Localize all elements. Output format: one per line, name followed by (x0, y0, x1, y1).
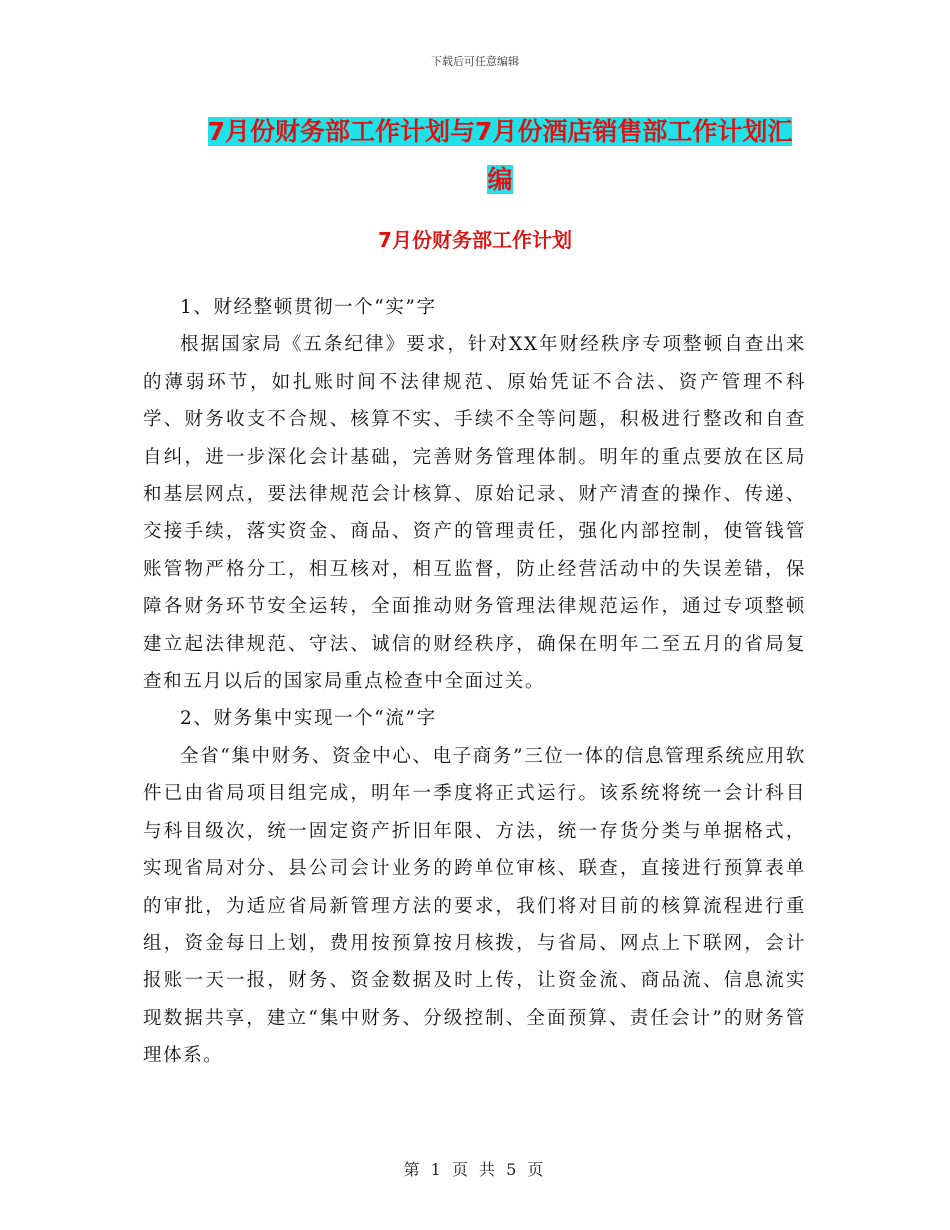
paragraph-heading-2: 2、财务集中实现一个“流”字 (180, 708, 437, 730)
document-title (185, 108, 815, 204)
paragraph-heading-1: 1、财经整顿贯彻一个“实”字 (180, 297, 437, 318)
document-title-line2: 编 (487, 165, 513, 194)
document-body (143, 289, 806, 1075)
page-footer: 第 1 页 共 5 页 (403, 1160, 547, 1179)
paragraph-body-1: 根据国家局《五条纪律》要求，针对XX年财经秩序专项整顿自查出来的薄弱环节，如扎账时间不法律规范、原始凭证不合法、资产管理不科学、财务收支不合规、核算不实、手续不全等问题，积极进行整改和自查自纠，进一步深化会计基础，完善财务管理体制。明年的重点要放在区局和基层网点，要法律规范会计核算、原始记录、财产清查的操作、传递、交接手续，落实资金、商品、资产的管理责任，强化内部控制，使管钱管账管物严格分工，相互核对，相互监督，防止经营活动中的失误差错，保障各财务环节安全运转，全面推动财务管理法律规范运作，通过专项整顿建立起法律规范、守法、诚信的财经秩序，确保在明年二至五月的省局复查和五月以后的国家局重点检查中全面过关。 (143, 334, 806, 693)
document-title-line1: 7月份财务部工作计划与7月份酒店销售部工作计划汇 (207, 117, 793, 146)
paragraph-body-2: 全省“集中财务、资金中心、电子商务”三位一体的信息管理系统应用软件已由省局项目组完成，明年一季度将正式运行。该系统将统一会计科目与科目级次，统一固定资产折旧年限、方法，统一存货分类与单据格式，实现省局对分、县公司会计业务的跨单位审核、联查，直接进行预算表单的审批，为适应省局新管理方法的要求，我们将对目前的核算流程进行重组，资金每日上划，费用按预算按月核拨，与省局、网点上下联网，会计报账一天一报，财务、资金数据及时上传，让资金流、商品流、信息流实现数据共享，建立“集中财务、分级控制、全面预算、责任会计”的财务管理体系。 (143, 745, 806, 1067)
header-note: 下载后可任意编辑 (431, 55, 519, 68)
section-title: 7月份财务部工作计划 (378, 228, 572, 252)
